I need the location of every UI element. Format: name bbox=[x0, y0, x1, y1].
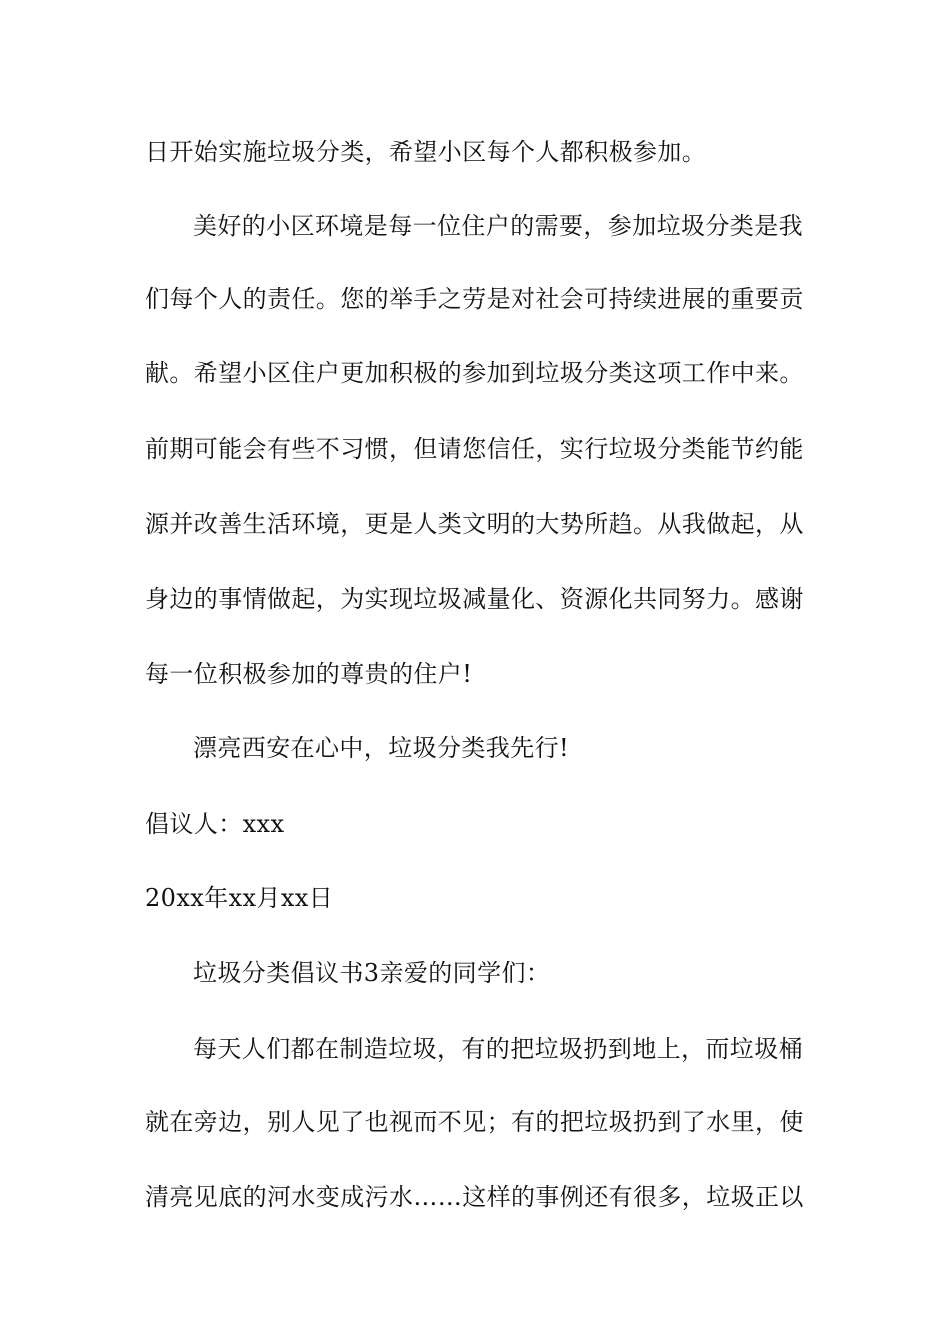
paragraph-line: 源并改善生活环境，更是人类文明的大势所趋。从我做起，从 bbox=[145, 510, 804, 538]
paragraph-line: 每天人们都在制造垃圾，有的把垃圾扔到地上，而垃圾桶 bbox=[193, 1035, 803, 1063]
paragraph-line: 献。希望小区住户更加积极的参加到垃圾分类这项工作中来。 bbox=[145, 359, 804, 387]
date-line: 20xx年xx月xx日 bbox=[145, 884, 334, 912]
paragraph-line: 清亮见底的河水变成污水……这样的事例还有很多，垃圾正以 bbox=[145, 1183, 804, 1211]
paragraph-line: 日开始实施垃圾分类，希望小区每个人都积极参加。 bbox=[145, 138, 707, 166]
paragraph-line: 前期可能会有些不习惯，但请您信任，实行垃圾分类能节约能 bbox=[145, 435, 804, 463]
slogan-line: 漂亮西安在心中，垃圾分类我先行! bbox=[193, 734, 570, 762]
paragraph-line: 就在旁边，别人见了也视而不见；有的把垃圾扔到了水里，使 bbox=[145, 1108, 804, 1136]
paragraph-line: 美好的小区环境是每一位住户的需要，参加垃圾分类是我 bbox=[193, 212, 803, 240]
section-heading: 垃圾分类倡议书3亲爱的同学们： bbox=[193, 959, 551, 987]
paragraph-line: 身边的事情做起，为实现垃圾减量化、资源化共同努力。感谢 bbox=[145, 585, 804, 613]
paragraph-line: 每一位积极参加的尊贵的住户! bbox=[145, 660, 473, 688]
paragraph-line: 们每个人的责任。您的举手之劳是对社会可持续进展的重要贡 bbox=[145, 285, 804, 313]
proposer-line: 倡议人：xxx bbox=[145, 810, 285, 838]
